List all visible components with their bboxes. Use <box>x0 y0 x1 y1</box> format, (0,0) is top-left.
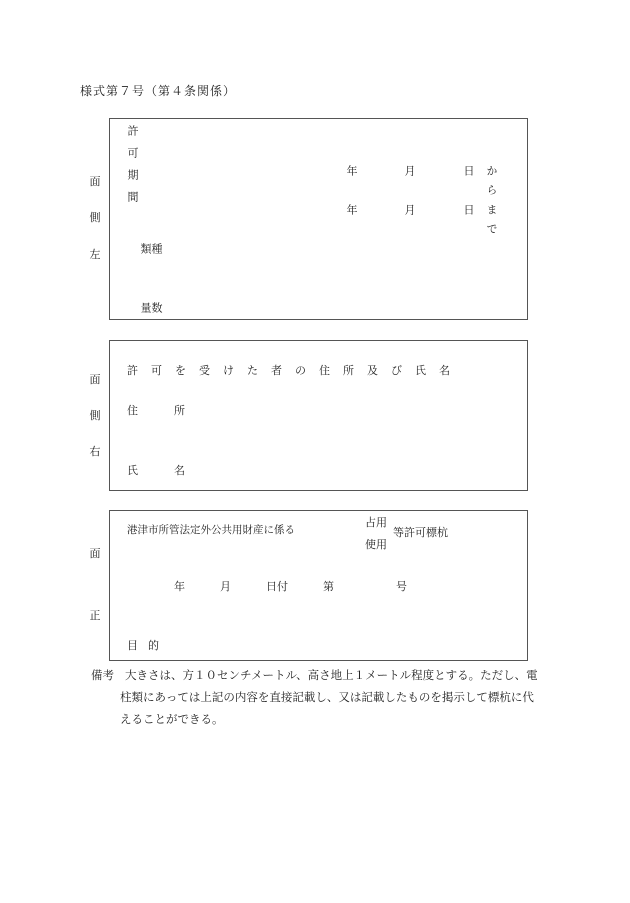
holder-heading: 許可を受けた者の住所及び氏名 <box>127 364 463 377</box>
from-year: 年 <box>345 165 358 176</box>
right-side-label-char-1: 面 <box>89 373 101 386</box>
right-side-label-char-2: 側 <box>89 409 101 422</box>
remarks-line-3: えることができる。 <box>120 712 224 726</box>
form-title: 様式第７号（第４条関係） <box>80 84 237 98</box>
front-label-char-1: 面 <box>89 547 101 560</box>
left-side-label-char-2: 側 <box>89 211 101 224</box>
to-year: 年 <box>345 204 358 215</box>
front-panel <box>109 510 528 661</box>
quantity-label: 数量 <box>139 302 163 359</box>
right-side-label-char-3: 右 <box>89 445 101 458</box>
permit-period-label: 許可期間 <box>126 125 139 213</box>
remarks-label: 備考 <box>91 668 114 682</box>
remarks-line-2: 柱類にあっては上記の内容を直接記載し、又は記載したものを掲示して標杭に代 <box>120 690 534 704</box>
property-text: 港津市所管法定外公共用財産に係る <box>127 524 295 536</box>
use-type-top: 占用 <box>365 516 387 529</box>
name-label: 氏名 <box>127 464 221 477</box>
issue-date-day: 日付 <box>266 580 288 593</box>
remarks-line-1: 大きさは、方１０センチメートル、高さ地上１メートル程度とする。ただし、電 <box>125 668 538 682</box>
left-side-panel <box>109 118 528 359</box>
issue-date-month: 月 <box>220 580 231 593</box>
number-prefix: 第 <box>323 580 334 593</box>
sign-text: 等許可標杭 <box>393 526 448 539</box>
from-suffix: から <box>485 165 498 203</box>
from-month: 月 <box>403 165 416 176</box>
number-suffix: 号 <box>396 580 407 593</box>
to-day: 日 <box>462 204 475 215</box>
address-label: 住所 <box>127 404 221 417</box>
left-side-label-char-1: 面 <box>89 175 101 188</box>
to-suffix: まで <box>485 204 498 242</box>
use-type-bottom: 使用 <box>365 538 387 551</box>
from-day: 日 <box>462 165 475 176</box>
to-month: 月 <box>403 204 416 215</box>
front-label-char-2: 正 <box>89 609 101 622</box>
right-side-panel <box>109 340 528 491</box>
type-label: 種類 <box>139 243 163 300</box>
purpose-label: 目的 <box>127 639 169 652</box>
issue-date-year: 年 <box>174 580 185 593</box>
left-side-label-char-3: 左 <box>89 248 101 261</box>
